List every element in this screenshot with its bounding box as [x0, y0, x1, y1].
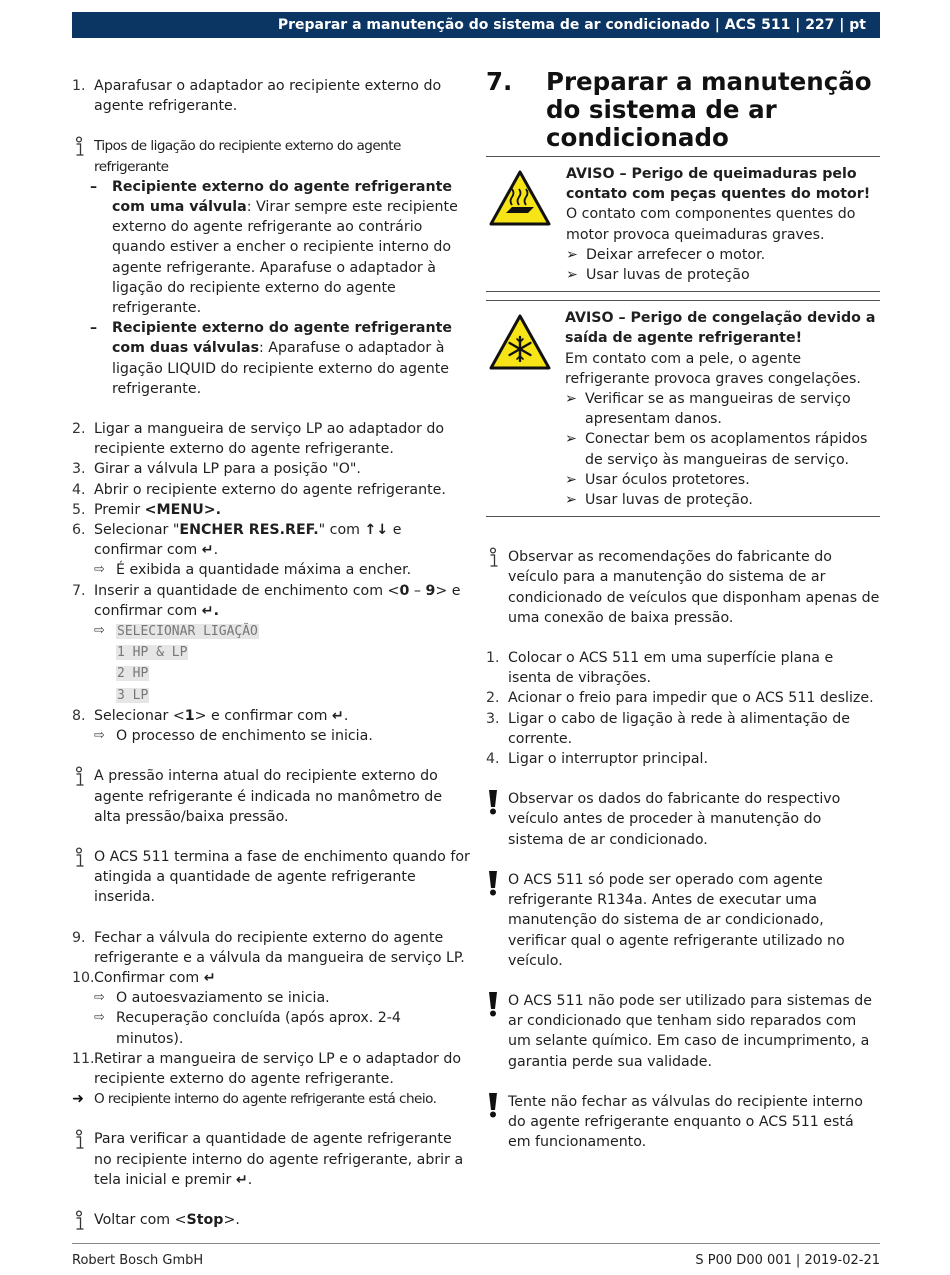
- note-text: Observar os dados do fabricante do respectivo veículo antes de proceder à manutenção do sistema de ar condicionado.: [508, 791, 841, 848]
- warning-hot-parts: [486, 157, 880, 291]
- warning-bullet: [565, 490, 880, 510]
- step-2: [72, 419, 470, 459]
- note-text: Para verificar a quantidade de agente refrigerante no recipiente interno do agente refrigerante, abrir a tela inicial e premir: [94, 1131, 464, 1188]
- item-text: : Aparafuse o adaptador à ligação LIQUID do recipiente externo do agente refrigerante.: [112, 340, 450, 397]
- step-number: 11.: [72, 1050, 95, 1067]
- step-number: 1.: [72, 78, 86, 94]
- header-text: Preparar a manutenção do sistema de ar condicionado | ACS 511 | 227 | pt: [277, 17, 866, 33]
- step-10: [72, 968, 470, 988]
- important-note-4: [486, 1092, 880, 1153]
- step-text: .: [213, 542, 219, 559]
- step-text: Premir: [94, 501, 145, 518]
- dash-bullet: –: [90, 178, 98, 195]
- important-note-1: [486, 789, 880, 850]
- step-text: .: [213, 602, 219, 619]
- note-manufacturer-recommendations: [486, 547, 880, 628]
- warning-bullet: [566, 245, 880, 265]
- note-text: O ACS 511 só pode ser operado com agente refrigerante R134a. Antes de executar uma manutenção do sistema de ar condicionado, verificar qual o agente refrigerante utilizado no veículo.: [508, 871, 845, 969]
- display-line: 1 HP & LP: [117, 645, 188, 661]
- step-number: 9.: [72, 929, 86, 946]
- step-text: Ligar o interruptor principal.: [508, 751, 708, 768]
- step-5: [72, 500, 470, 520]
- display-line: 2 HP: [117, 666, 149, 682]
- step-text: e confirmar com: [94, 522, 402, 559]
- step-9: [72, 928, 470, 968]
- step-10-result-1: [72, 988, 470, 1008]
- step-number: 1.: [486, 650, 500, 667]
- note-text: >.: [223, 1211, 240, 1228]
- warning-bullet: [565, 389, 880, 429]
- note-back: [72, 1210, 470, 1230]
- info-icon: [72, 1129, 88, 1151]
- important-note-2: [486, 870, 880, 971]
- prep-step-1: [486, 648, 880, 688]
- result-text: O autoesvaziamento se inicia.: [116, 990, 330, 1007]
- step-8-result: [72, 726, 470, 746]
- page-header: [72, 12, 880, 38]
- step-text: Colocar o ACS 511 em uma superfície plana e isenta de vibrações.: [508, 650, 834, 687]
- step-number: 8.: [72, 707, 86, 724]
- item-bold: Recipiente externo do agente refrigerante com duas válvulas: [112, 320, 453, 357]
- warning-title: AVISO – Perigo de queimaduras pelo contato com peças quentes do motor!: [566, 166, 871, 203]
- prep-step-2: [486, 688, 880, 708]
- prep-step-4: [486, 749, 880, 769]
- note-text: O ACS 511 não pode ser utilizado para sistemas de ar condicionado que tenham sido reparados com um selante químico. Em caso de incumprimento, a garantia perde sua validade.: [508, 992, 873, 1070]
- action-arrow-icon: ➢: [566, 267, 578, 284]
- step-number: 7.: [72, 582, 86, 599]
- result-arrow-icon: ⇨: [94, 1010, 105, 1026]
- final-result-text: O recipiente interno do agente refrigerante está cheio.: [94, 1091, 437, 1108]
- warning-bullet: [566, 265, 880, 285]
- result-arrow-icon: ⇨: [94, 623, 105, 639]
- result-text: O processo de enchimento se inicia.: [116, 728, 373, 745]
- bullet-text: Usar óculos protetores.: [585, 471, 750, 488]
- note-fill-end: [72, 847, 470, 908]
- step-text: –: [409, 582, 426, 599]
- exclamation-icon: [486, 991, 500, 1017]
- step-1: [72, 76, 470, 116]
- section-number: 7.: [486, 67, 513, 96]
- note-text: Tente não fechar as válvulas do recipiente interno do agente refrigerante enquanto o ACS 511 está em funcionamento.: [508, 1093, 863, 1151]
- result-arrow-icon: ⇨: [94, 728, 105, 744]
- step-number: 5.: [72, 501, 86, 518]
- bullet-text: Usar luvas de proteção: [586, 267, 750, 284]
- result-arrow-icon: ⇨: [94, 990, 105, 1006]
- step-text: Inserir a quantidade de enchimento com <: [94, 582, 400, 599]
- step-number: 4.: [486, 751, 500, 768]
- note-text: Voltar com <: [94, 1211, 187, 1228]
- enter-key-icon: ↵: [203, 969, 216, 986]
- info-icon: [72, 1210, 88, 1232]
- warning-title: AVISO – Perigo de congelação devido a saída de agente refrigerante!: [565, 310, 876, 347]
- step-text: Girar a válvula LP para a posição "O".: [94, 461, 361, 478]
- exclamation-icon: [486, 789, 500, 815]
- step-text: Selecionar <: [94, 707, 185, 724]
- display-line: SELECIONAR LIGAÇÃO: [117, 624, 258, 640]
- step-text: Aparafusar o adaptador ao recipiente externo do agente refrigerante.: [94, 78, 442, 115]
- step-4: [72, 480, 470, 500]
- step-text: Confirmar com: [94, 969, 204, 986]
- step-10-result-2: [72, 1008, 470, 1048]
- stop-key: Stop: [186, 1211, 224, 1228]
- up-down-arrows-icon: ↑↓: [364, 522, 389, 539]
- footer-company: Robert Bosch GmbH: [72, 1253, 204, 1268]
- note-text: A pressão interna atual do recipiente externo do agente refrigerante é indicada no manômetro de alta pressão/baixa pressão.: [94, 768, 443, 825]
- note-connection-types: [72, 136, 470, 399]
- warning-bullet: [565, 470, 880, 490]
- final-result-arrow-icon: ➜: [72, 1091, 84, 1108]
- note-text: Observar as recomendações do fabricante do veículo para a manutenção do sistema de ar condicionado de veículos que disponham apenas de uma conexão de baixa pressão.: [508, 549, 880, 626]
- warning-text: O contato com componentes quentes do motor provoca queimaduras graves.: [566, 206, 856, 243]
- section-title: Preparar a manutenção do sistema de ar condicionado: [546, 67, 872, 152]
- note-title: Tipos de ligação do recipiente externo do agente refrigerante: [94, 138, 401, 175]
- footer-docinfo: S P00 D00 001 | 2019-02-21: [695, 1253, 880, 1268]
- info-icon: [72, 136, 88, 158]
- action-arrow-icon: ➢: [566, 246, 578, 263]
- step-text: > e confirmar com: [194, 707, 332, 724]
- step-8: [72, 706, 470, 726]
- step-text: Selecionar ": [94, 522, 180, 539]
- step-text: Abrir o recipiente externo do agente refrigerante.: [94, 481, 446, 498]
- enter-key-icon: ↵: [235, 1171, 248, 1188]
- section-heading: [486, 68, 880, 152]
- step-11: [72, 1049, 470, 1089]
- warning-frostbite: [486, 301, 880, 516]
- bullet-text: Deixar arrefecer o motor.: [586, 246, 766, 263]
- step-text: .: [343, 707, 349, 724]
- key-0: 0: [399, 582, 410, 599]
- display-line: 3 LP: [117, 687, 149, 703]
- info-icon: [72, 766, 88, 788]
- item-bold: Recipiente externo do agente refrigerante com uma válvula: [112, 178, 453, 216]
- enter-key-icon: ↵: [331, 707, 344, 724]
- key-1: 1: [184, 707, 195, 724]
- step-number: 6.: [72, 522, 86, 539]
- action-arrow-icon: ➢: [565, 391, 577, 408]
- step-text: Ligar a mangueira de serviço LP ao adaptador do recipiente externo do agente refrigerante.: [94, 421, 445, 458]
- final-result: [72, 1089, 470, 1109]
- step-text: Retirar a mangueira de serviço LP e o adaptador do recipiente externo do agente refrigerante.: [94, 1050, 462, 1087]
- page-footer: [72, 1243, 880, 1268]
- warning-text: Em contato com a pele, o agente refrigerante provoca graves congelações.: [565, 350, 861, 387]
- left-column: [72, 76, 470, 1230]
- note-text: .: [247, 1171, 253, 1188]
- enter-key-icon: ↵: [201, 602, 214, 619]
- right-column: [486, 68, 880, 1152]
- menu-entry: ENCHER RES.REF.: [179, 522, 319, 539]
- action-arrow-icon: ➢: [565, 492, 577, 509]
- note-text: O ACS 511 termina a fase de enchimento quando for atingida a quantidade de agente refrigerante inserida.: [94, 848, 470, 906]
- step-number: 2.: [72, 421, 86, 438]
- step-text: " com: [318, 522, 365, 539]
- step-number: 2.: [486, 690, 500, 707]
- enter-key-icon: ↵: [201, 542, 214, 559]
- step-number: 3.: [486, 710, 500, 727]
- step-7: [72, 581, 470, 621]
- bullet-text: Verificar se as mangueiras de serviço apresentam danos.: [585, 391, 851, 428]
- note-verify-quantity: [72, 1129, 470, 1190]
- step-number: 10.: [72, 969, 95, 986]
- cold-hazard-warning-icon: [488, 313, 552, 371]
- result-text: É exibida a quantidade máxima a encher.: [116, 562, 412, 579]
- item-text: : Virar sempre este recipiente externo do agente refrigerante ao contrário quando estiver a encher o recipiente interno do agente refrigerante. Aparafuse o adaptador à ligação do recipiente externo do agente refrigerante.: [112, 199, 458, 317]
- type-item-one-valve: [72, 177, 470, 318]
- result-arrow-icon: ⇨: [94, 562, 105, 578]
- type-item-two-valves: [72, 318, 470, 399]
- step-text: > e confirmar com: [94, 582, 461, 619]
- info-icon: [72, 847, 88, 869]
- warning-bullet: [565, 429, 880, 469]
- info-icon: [486, 547, 502, 569]
- step-text: Ligar o cabo de ligação à rede à alimentação de corrente.: [508, 710, 850, 747]
- note-pressure: [72, 766, 470, 827]
- dash-bullet: –: [90, 320, 98, 337]
- step-text: Acionar o freio para impedir que o ACS 511 deslize.: [508, 690, 874, 707]
- step-6-result: [72, 560, 470, 580]
- step-3: [72, 459, 470, 479]
- bullet-text: Conectar bem os acoplamentos rápidos de serviço às mangueiras de serviço.: [585, 431, 868, 468]
- important-note-3: [486, 991, 880, 1072]
- result-text: Recuperação concluída (após aprox. 2-4 minutos).: [116, 1010, 401, 1047]
- bullet-text: Usar luvas de proteção.: [585, 492, 753, 509]
- step-number: 4.: [72, 481, 86, 498]
- key-9: 9: [425, 582, 436, 599]
- step-text: Fechar a válvula do recipiente externo do agente refrigerante e a válvula da mangueira de serviço LP.: [94, 929, 465, 966]
- step-7-screen: [72, 621, 470, 706]
- action-arrow-icon: ➢: [565, 471, 577, 488]
- exclamation-icon: [486, 1092, 500, 1118]
- exclamation-icon: [486, 870, 500, 896]
- action-arrow-icon: ➢: [565, 431, 577, 448]
- hot-surface-warning-icon: [488, 169, 552, 227]
- step-number: 3.: [72, 461, 86, 478]
- prep-step-3: [486, 709, 880, 749]
- step-6: [72, 520, 470, 560]
- menu-key: <MENU>.: [144, 501, 222, 518]
